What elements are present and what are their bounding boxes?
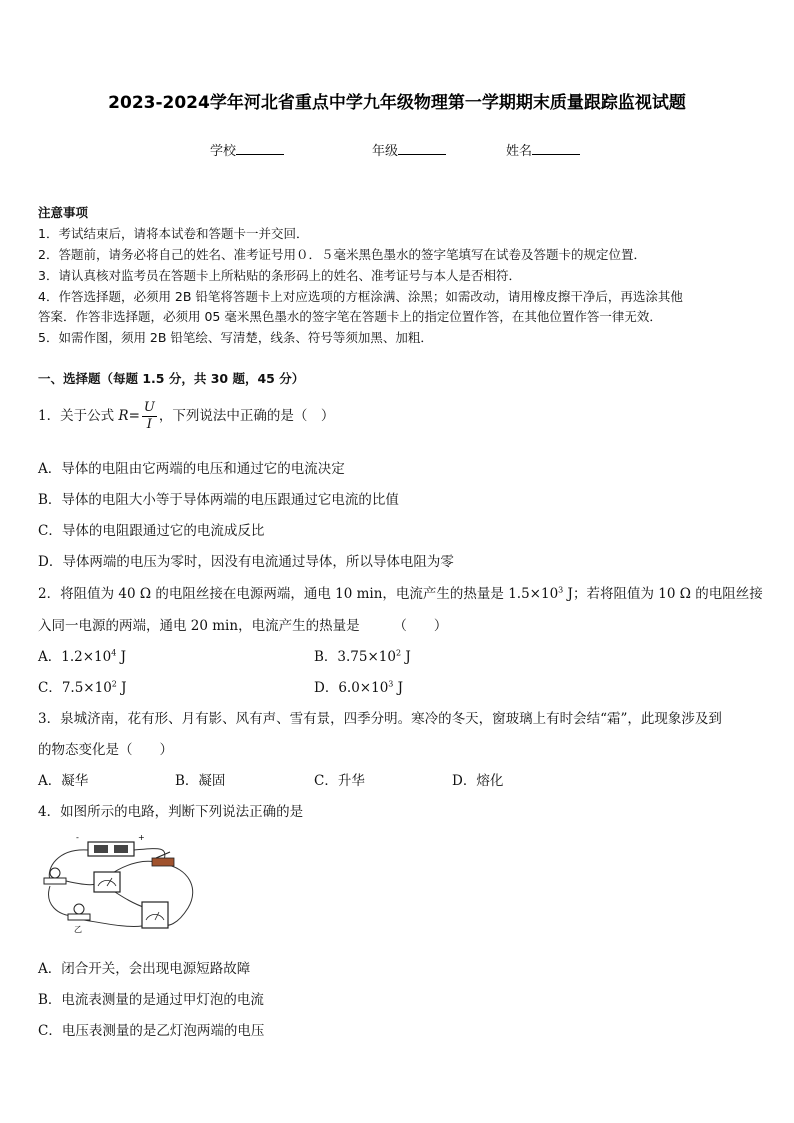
q4-option-c: C．电压表测量的是乙灯泡两端的电压 xyxy=(38,1023,265,1039)
battery-minus-label: - xyxy=(76,833,79,842)
notice-heading: 注意事项 xyxy=(38,205,89,220)
q2-d-unit: J xyxy=(393,680,404,696)
grade-label: 年级 xyxy=(372,144,399,159)
notice-item: 答案．作答非选择题，必须用 05 毫米黑色墨水的签字笔在答题卡上的指定位置作答，在其他位置作答一律无效． xyxy=(38,309,662,324)
q1-eq: = xyxy=(128,408,140,424)
q1-option-a: A．导体的电阻由它两端的电压和通过它的电流决定 xyxy=(38,461,345,477)
q2-b-label: B．3.75×10 xyxy=(314,649,396,665)
q2-a-label: A．1.2×10 xyxy=(38,649,112,665)
q2-c-unit: J xyxy=(116,680,127,696)
section-heading: 一、选择题（每题 1.5 分，共 30 题，45 分） xyxy=(38,371,305,386)
q1-option-d: D．导体两端的电压为零时，因没有电流通过导体，所以导体电阻为零 xyxy=(38,554,454,570)
q3-option-c: C．升华 xyxy=(314,773,365,789)
name-label: 姓名 xyxy=(506,144,533,159)
question-2-line-2: 入同一电源的两端，通电 20 min，电流产生的热量是 （ ） xyxy=(38,618,448,634)
lamp-yi-label: 乙 xyxy=(74,925,82,934)
q2-line1-sup: 3 xyxy=(558,585,564,595)
question-2-line-1 xyxy=(38,582,763,602)
q2-c-label: C．7.5×10 xyxy=(38,680,112,696)
notice-item: 2．答题前，请务必将自己的姓名、准考证号用０．５毫米黑色墨水的签字笔填写在试卷及答题卡的规定位置． xyxy=(38,247,646,262)
q2-line1-b: J；若将阻值为 10 Ω 的电阻丝接 xyxy=(563,586,763,602)
q2-line1-a: 2．将阻值为 40 Ω 的电阻丝接在电源两端，通电 10 min，电流产生的热量是 1.5×10 xyxy=(38,586,559,602)
grade-blank xyxy=(398,142,446,155)
q4-option-a: A．闭合开关，会出现电源短路故障 xyxy=(38,961,251,977)
q1-prefix: 1．关于公式 xyxy=(38,408,119,424)
q1-option-b: B．导体的电阻大小等于导体两端的电压跟通过它电流的比值 xyxy=(38,492,399,508)
school-label: 学校 xyxy=(210,144,237,159)
circuit-figure xyxy=(38,828,200,942)
q3-option-a: A．凝华 xyxy=(38,773,89,789)
q1-option-c: C．导体的电阻跟通过它的电流成反比 xyxy=(38,523,265,539)
circuit-diagram xyxy=(38,828,200,942)
question-3-line-1: 3．泉城济南，花有形、月有影、风有声、雪有景，四季分明。寒冷的冬天，窗玻璃上有时会结“霜”，此现象涉及到 xyxy=(38,711,722,727)
q1-fraction xyxy=(142,400,157,433)
notice-item: 1．考试结束后，请将本试卷和答题卡一并交回． xyxy=(38,226,309,241)
question-3-line-2: 的物态变化是（ ） xyxy=(38,742,173,758)
q2-option-a xyxy=(38,645,126,665)
q4-option-b: B．电流表测量的是通过甲灯泡的电流 xyxy=(38,992,264,1008)
school-blank xyxy=(236,142,284,155)
school-field xyxy=(210,140,284,159)
q1-suffix: ，下列说法中正确的是（ ） xyxy=(158,408,335,424)
q2-b-sup: 2 xyxy=(395,648,402,658)
q2-option-d xyxy=(314,676,403,696)
notice-item: 5．如需作图，须用 2B 铅笔绘、写清楚，线条、符号等须加黑、加粗． xyxy=(38,330,433,345)
q1-denominator: I xyxy=(146,417,152,432)
name-blank xyxy=(532,142,580,155)
q2-option-b xyxy=(314,645,411,665)
q1-numerator: U xyxy=(143,400,155,415)
page-title: 2023-2024学年河北省重点中学九年级物理第一学期期末质量跟踪监视试题 xyxy=(108,93,686,113)
name-field xyxy=(506,140,580,159)
q2-a-sup: 4 xyxy=(111,648,117,658)
q2-b-unit: J xyxy=(401,649,411,665)
notice-item: 3．请认真核对监考员在答题卡上所粘贴的条形码上的姓名、准考证号与本人是否相符． xyxy=(38,268,521,283)
q2-c-sup: 2 xyxy=(111,679,117,689)
q2-a-unit: J xyxy=(116,649,127,665)
battery-plus-label: + xyxy=(138,833,145,842)
question-1-stem xyxy=(38,400,334,433)
q1-var: R xyxy=(118,408,129,424)
notice-item: 4．作答选择题，必须用 2B 铅笔将答题卡上对应选项的方框涂满、涂黑；如需改动，请用橡皮擦干净后，再选涂其他 xyxy=(38,289,683,304)
q2-d-sup: 3 xyxy=(388,679,394,689)
q2-d-label: D．6.0×10 xyxy=(314,680,389,696)
question-4-stem: 4．如图所示的电路，判断下列说法正确的是 xyxy=(38,804,304,820)
q2-option-c xyxy=(38,676,127,696)
q3-option-b: B．凝固 xyxy=(175,773,226,789)
q3-option-d: D．熔化 xyxy=(452,773,504,789)
grade-field xyxy=(372,140,446,159)
